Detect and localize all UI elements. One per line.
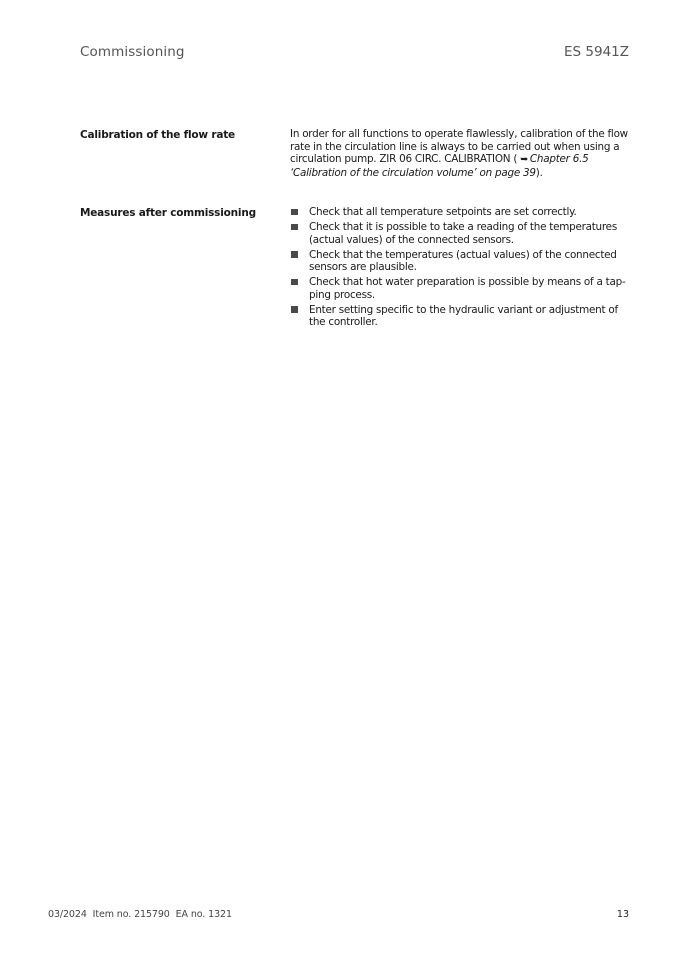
- square-bullet-icon: [291, 209, 298, 216]
- list-item-text: Enter setting specific to the hydraulic variant or adjustment of the controller.: [309, 303, 618, 328]
- reference-arrow-icon: ➥: [520, 154, 528, 165]
- calibration-body: [290, 128, 635, 179]
- calibration-text-end: ).: [535, 166, 543, 179]
- list-item-text: Check that the temperatures (actual values) of the connected sensors are plausible.: [309, 248, 617, 273]
- list-item-text: Check that hot water preparation is possible by means of a tap-ping process.: [309, 276, 626, 301]
- list-item: [290, 221, 635, 246]
- measures-label: Measures after commissioning: [80, 207, 256, 219]
- page-number: 13: [616, 909, 629, 920]
- footer-date: 03/2024: [48, 909, 87, 920]
- list-item: [290, 249, 635, 274]
- square-bullet-icon: [291, 279, 298, 286]
- page-header-doc-code: ES 5941Z: [564, 44, 629, 60]
- list-item-text: Check that all temperature setpoints are set correctly.: [309, 206, 577, 218]
- footer-item-number: Item no. 215790: [92, 909, 170, 920]
- page-header-section: Commissioning: [80, 44, 185, 60]
- chapter-cross-reference-link[interactable]: Chapter 6.5 ‘Calibration of the circulation volume’ on page 39: [290, 153, 589, 179]
- calibration-paragraph: [290, 128, 635, 179]
- square-bullet-icon: [291, 306, 298, 313]
- footer-info: [48, 909, 232, 920]
- footer-ea-number: EA no. 1321: [175, 909, 232, 920]
- list-item-text: Check that it is possible to take a reading of the temperatures (actual values) of the connected sensors.: [309, 221, 617, 246]
- calibration-label: Calibration of the flow rate: [80, 129, 235, 141]
- square-bullet-icon: [291, 251, 298, 258]
- square-bullet-icon: [291, 224, 298, 231]
- calibration-text: In order for all functions to operate flawlessly, calibration of the flow rate in the circulation line is always to be carried out when using a circulation pump. ZIR 06 CIRC. CALIBRATION (: [290, 128, 628, 165]
- measures-body: [290, 206, 635, 331]
- measures-checklist: [290, 206, 635, 329]
- list-item: [290, 276, 635, 301]
- list-item: [290, 304, 635, 329]
- list-item: [290, 206, 635, 219]
